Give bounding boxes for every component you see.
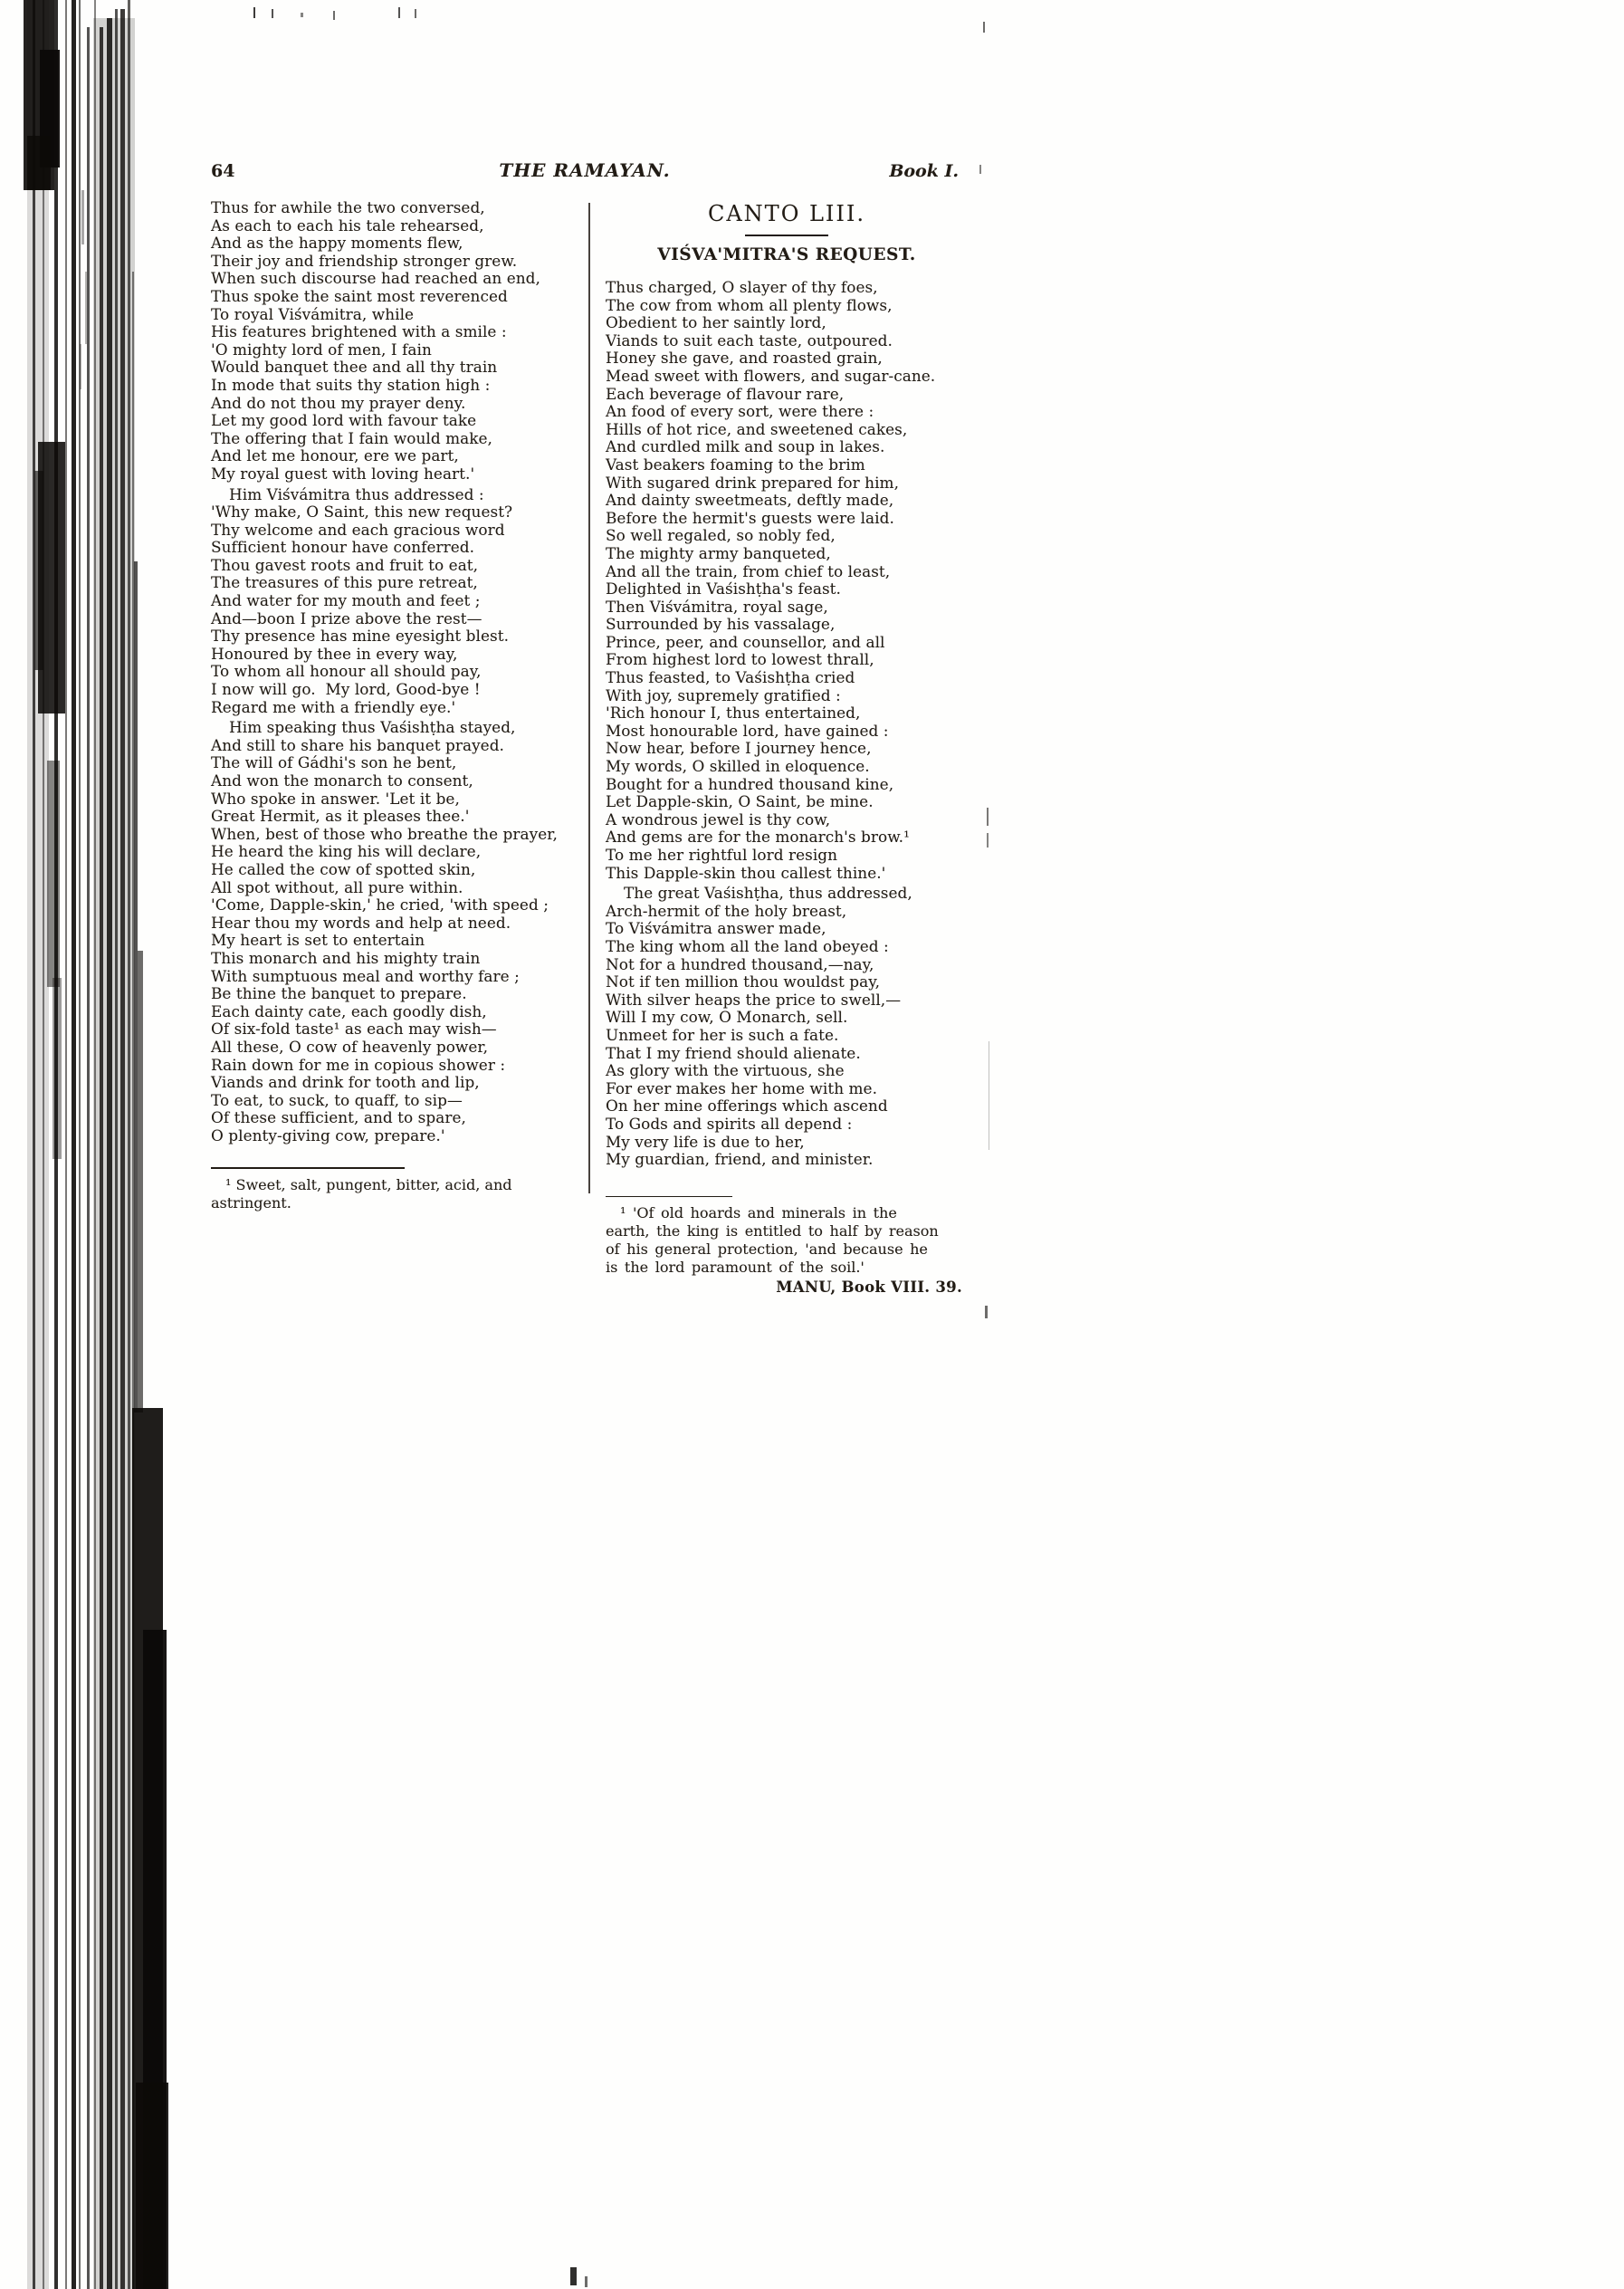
verse-line: Hills of hot rice, and sweetened cakes, — [606, 419, 908, 438]
verse-line: And all the train, from chief to least, — [606, 561, 891, 580]
running-title: THE RAMAYAN. — [499, 159, 671, 181]
verse-line: To Viśvámitra answer made, — [606, 919, 826, 938]
verse-line: The king whom all the land obeyed : — [606, 936, 889, 955]
verse-line: Will I my cow, O Monarch, sell. — [606, 1008, 848, 1027]
left-footnote-rule — [211, 1167, 405, 1169]
verse-line: Great Hermit, as it pleases thee.' — [211, 807, 470, 826]
verse-line: Thy presence has mine eyesight blest. — [211, 627, 510, 646]
verse-line: The mighty army banqueted, — [606, 543, 831, 562]
verse-line: Him Viśvámitra thus addressed : — [229, 484, 484, 503]
verse-line: Regard me with a friendly eye.' — [211, 697, 456, 716]
verse-line: And won the monarch to consent, — [211, 771, 473, 790]
book-label: Book I. — [889, 161, 959, 181]
verse-line: Surrounded by his vassalage, — [606, 615, 836, 634]
verse-line: This monarch and his mighty train — [211, 948, 481, 967]
verse-line: With sumptuous meal and worthy fare ; — [211, 966, 520, 985]
verse-line: Be thine the banquet to prepare. — [211, 984, 467, 1003]
verse-stanza — [211, 719, 582, 1144]
verse-line: Their joy and friendship stronger grew. — [211, 251, 518, 270]
verse-line: My very life is due to her, — [606, 1132, 805, 1151]
verse-line: Of these sufficient, and to spare, — [211, 1108, 466, 1127]
verse-line: When such discourse had reached an end, — [211, 269, 540, 288]
verse-line: Vast beakers foaming to the brim — [606, 455, 865, 474]
verse-line: I now will go. My lord, Good-bye ! — [211, 680, 481, 699]
left-column — [211, 199, 582, 1296]
verse-line: Thy welcome and each gracious word — [211, 520, 505, 539]
footnote-line: of his general protection, 'and because he — [606, 1240, 928, 1258]
right-footnote-rule — [606, 1196, 732, 1198]
verse-line: This Dapple-skin thou callest thine.' — [606, 863, 886, 882]
verse-line: All these, O cow of heavenly power, — [211, 1037, 489, 1056]
verse-stanza — [211, 199, 582, 484]
footnote-line: ¹ 'Of old hoards and minerals in the — [620, 1204, 897, 1222]
verse-line: For ever makes her home with me. — [606, 1078, 878, 1097]
verse-line: My words, O skilled in eloquence. — [606, 757, 870, 776]
verse-line: Thus for awhile the two conversed, — [211, 198, 485, 216]
page-number: 64 — [211, 161, 235, 181]
verse-line: With sugared drink prepared for him, — [606, 473, 900, 492]
verse-line: Mead sweet with flowers, and sugar-cane. — [606, 366, 936, 385]
right-column — [606, 199, 968, 1296]
verse-line: 'O mighty lord of men, I fain — [211, 340, 432, 359]
verse-line: And as the happy moments flew, — [211, 234, 463, 253]
left-verse-text — [211, 199, 582, 1144]
verse-line: Now hear, before I journey hence, — [606, 739, 872, 758]
verse-line: Let my good lord with favour take — [211, 411, 477, 430]
verse-line: All spot without, all pure within. — [211, 877, 463, 896]
verse-line: An food of every sort, were there : — [606, 402, 874, 421]
verse-line: Who spoke in answer. 'Let it be, — [211, 789, 460, 808]
page-header — [211, 159, 959, 181]
verse-line: As each to each his tale rehearsed, — [211, 215, 484, 235]
verse-line: Hear thou my words and help at need. — [211, 913, 511, 932]
verse-line: So well regaled, so nobly fed, — [606, 526, 836, 545]
left-footnote — [211, 1176, 582, 1212]
verse-line: The offering that I fain would make, — [211, 428, 492, 447]
verse-line: As glory with the virtuous, she — [606, 1061, 845, 1080]
verse-stanza — [211, 486, 582, 717]
verse-line: 'Rich honour I, thus entertained, — [606, 704, 861, 723]
verse-line: The cow from whom all plenty flows, — [606, 295, 893, 314]
verse-line: To royal Viśvámitra, while — [211, 304, 415, 323]
verse-line: The will of Gádhi's son he bent, — [211, 753, 457, 772]
verse-line: And water for my mouth and feet ; — [211, 591, 481, 610]
verse-line: And let me honour, ere we part, — [211, 446, 459, 465]
verse-line: 'Come, Dapple-skin,' he cried, 'with speed ; — [211, 895, 549, 915]
right-footnote — [606, 1204, 968, 1276]
verse-line: Each dainty cate, each goodly dish, — [211, 1001, 487, 1020]
verse-line: To Gods and spirits all depend : — [606, 1114, 853, 1133]
verse-line: He called the cow of spotted skin, — [211, 859, 476, 878]
verse-line: Viands and drink for tooth and lip, — [211, 1073, 480, 1092]
verse-line: Before the hermit's guests were laid. — [606, 508, 894, 527]
verse-line: My guardian, friend, and minister. — [606, 1150, 874, 1169]
verse-line: Not for a hundred thousand,—nay, — [606, 954, 874, 973]
verse-line: Not if ten million thou wouldst pay, — [606, 972, 881, 991]
verse-line: Then Viśvámitra, royal sage, — [606, 597, 828, 616]
verse-line: Delighted in Vaśishṭha's feast. — [606, 579, 841, 599]
verse-line: Unmeet for her is such a fate. — [606, 1025, 839, 1044]
verse-line: With silver heaps the price to swell,— — [606, 990, 902, 1009]
verse-line: 'Why make, O Saint, this new request? — [211, 503, 513, 522]
verse-stanza — [606, 885, 968, 1169]
verse-line: Thus charged, O slayer of thy foes, — [606, 278, 878, 296]
verse-line: To whom all honour all should pay, — [211, 662, 482, 681]
canto-heading-rule — [745, 235, 828, 236]
right-verse-text — [606, 279, 968, 1169]
verse-line: Him speaking thus Vaśishṭha stayed, — [229, 718, 516, 737]
verse-line: Most honourable lord, have gained : — [606, 721, 889, 740]
verse-line: His features brightened with a smile : — [211, 322, 507, 341]
canto-heading: CANTO LIII. — [707, 201, 865, 226]
verse-line: O plenty-giving cow, prepare.' — [211, 1125, 445, 1144]
two-column-text — [211, 198, 962, 1297]
verse-line: And gems are for the monarch's brow.¹ — [606, 828, 910, 847]
verse-line: The treasures of this pure retreat, — [211, 573, 478, 592]
verse-line: He heard the king his will declare, — [211, 842, 482, 861]
verse-line: Thus spoke the saint most reverenced — [211, 286, 508, 305]
verse-line: Prince, peer, and counsellor, and all — [606, 632, 885, 651]
verse-line: And still to share his banquet prayed. — [211, 735, 504, 754]
verse-line: And—boon I prize above the rest— — [211, 608, 482, 627]
verse-line: Let Dapple-skin, O Saint, be mine. — [606, 792, 874, 811]
verse-line: When, best of those who breathe the prayer, — [211, 824, 558, 843]
footnote-line: is the lord paramount of the soil.' — [606, 1258, 865, 1276]
verse-line: Thou gavest roots and fruit to eat, — [211, 555, 479, 574]
verse-line: In mode that suits thy station high : — [211, 375, 491, 394]
verse-line: My royal guest with loving heart.' — [211, 464, 475, 483]
verse-line: Arch-hermit of the holy breast, — [606, 901, 847, 920]
text-block — [211, 159, 962, 1297]
footnote-attribution: MANU, Book VIII. 39. — [776, 1279, 962, 1297]
verse-stanza — [606, 279, 968, 882]
verse-line: Honey she gave, and roasted grain, — [606, 349, 883, 368]
verse-line: Rain down for me in copious shower : — [211, 1055, 506, 1074]
canto-subtitle: VIŚVA'MITRA'S REQUEST. — [657, 245, 916, 264]
verse-line: To eat, to suck, to quaff, to sip— — [211, 1090, 463, 1109]
footnote-line: astringent. — [211, 1193, 291, 1212]
verse-line: And dainty sweetmeats, deftly made, — [606, 491, 894, 510]
footnote-line: ¹ Sweet, salt, pungent, bitter, acid, and — [225, 1175, 512, 1193]
verse-line: The great Vaśishṭha, thus addressed, — [624, 884, 912, 903]
verse-line: And do not thou my prayer deny. — [211, 393, 466, 412]
verse-line: A wondrous jewel is thy cow, — [606, 809, 831, 828]
verse-line: With joy, supremely gratified : — [606, 685, 841, 704]
verse-line: My heart is set to entertain — [211, 931, 425, 950]
verse-line: Thus feasted, to Vaśishṭha cried — [606, 668, 855, 687]
verse-line: Viands to suit each taste, outpoured. — [606, 330, 893, 350]
verse-line: Bought for a hundred thousand kine, — [606, 774, 894, 793]
verse-line: Each beverage of flavour rare, — [606, 384, 845, 403]
verse-line: And curdled milk and soup in lakes. — [606, 437, 885, 456]
footnote-line: earth, the king is entitled to half by reason — [606, 1221, 939, 1240]
verse-line: Of six-fold taste¹ as each may wish— — [211, 1020, 497, 1039]
verse-line: To me her rightful lord resign — [606, 846, 838, 864]
verse-line: Honoured by thee in every way, — [211, 644, 458, 663]
verse-line: Would banquet thee and all thy train — [211, 358, 498, 377]
column-divider — [588, 203, 590, 1193]
verse-line: From highest lord to lowest thrall, — [606, 650, 874, 669]
verse-line: Obedient to her saintly lord, — [606, 313, 826, 332]
verse-line: That I my friend should alienate. — [606, 1043, 861, 1062]
verse-line: On her mine offerings which ascend — [606, 1097, 888, 1116]
verse-line: Sufficient honour have conferred. — [211, 538, 475, 557]
